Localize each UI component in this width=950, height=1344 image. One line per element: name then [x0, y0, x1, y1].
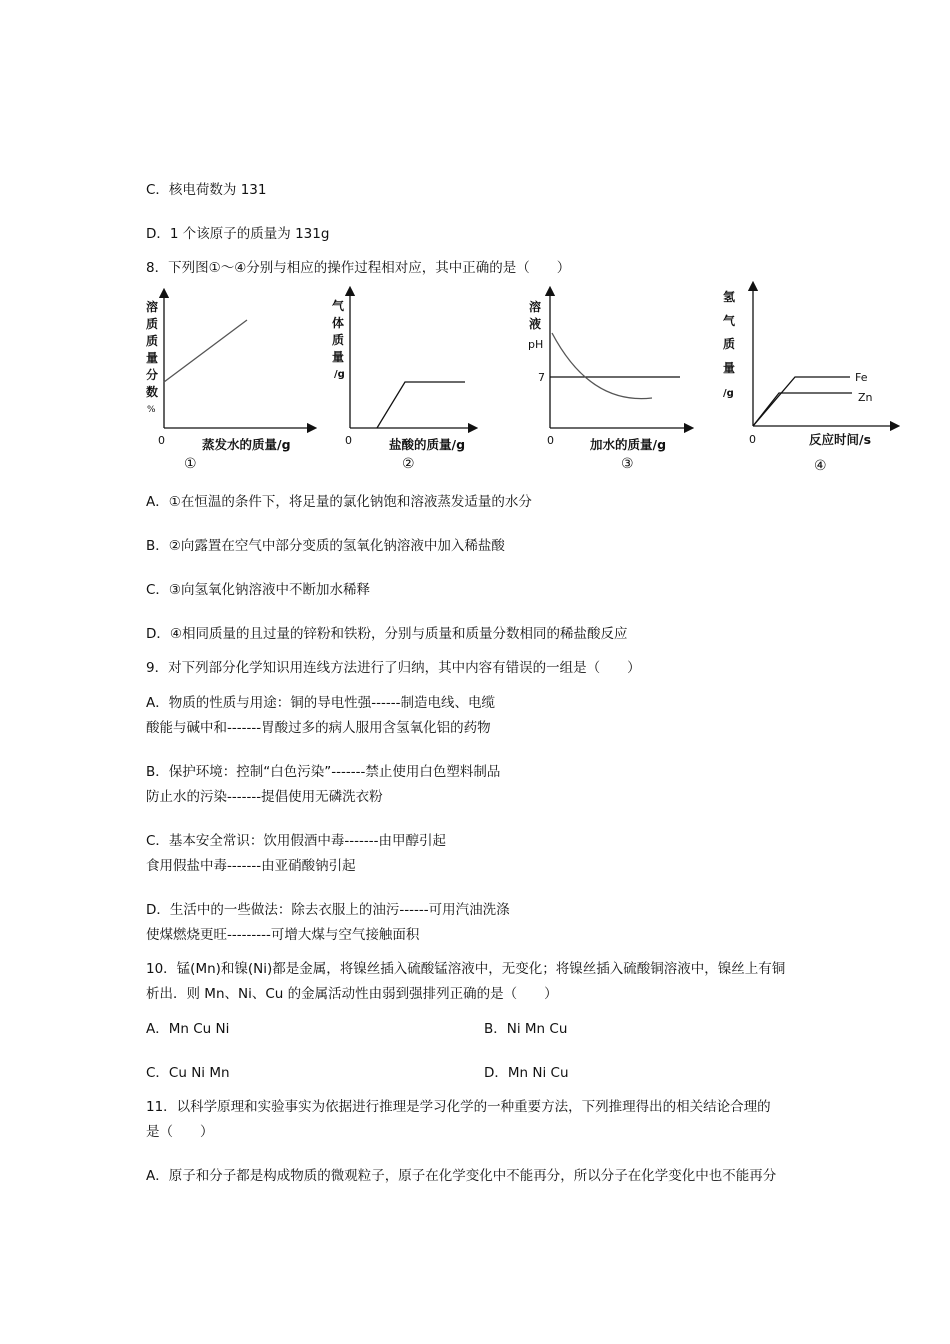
graph-3-origin: 0 [547, 434, 554, 447]
q10-option-d: D．Mn Ni Cu [484, 1065, 569, 1081]
q9-option-a-line2: 酸能与碱中和-------胃酸过多的病人服用含氢氧化铝的药物 [146, 720, 491, 736]
graph-4-label-fe: Fe [855, 371, 868, 384]
graph-3-curve [552, 333, 652, 399]
q9-option-d-line1: D．生活中的一些做法：除去衣服上的油污------可用汽油洗涤 [146, 902, 510, 918]
graph-2-ylabel-4: 量 [332, 350, 345, 364]
graph-1-line [164, 320, 247, 382]
graph-2-ylabel-3: 质 [332, 333, 345, 347]
q10-stem-line2: 析出．则 Mn、Ni、Cu 的金属活动性由弱到强排列正确的是（ ） [146, 986, 558, 1002]
graph-2-number: ② [402, 456, 415, 472]
graph-2-xlabel: 盐酸的质量/g [389, 437, 466, 452]
q8-option-a: A．①在恒温的条件下，将足量的氯化钠饱和溶液蒸发适量的水分 [146, 494, 532, 510]
graph-4-origin: 0 [749, 433, 756, 446]
q10-option-b: B．Ni Mn Cu [484, 1021, 568, 1037]
graph-4-hydrogen-mass [715, 280, 900, 475]
q8-option-c: C．③向氢氧化钠溶液中不断加水稀释 [146, 582, 371, 598]
graph-4-ylabel-4: 量 [723, 361, 736, 375]
graph-4-ylabel-3: 质 [723, 337, 736, 351]
graph-4-line-fe [753, 377, 850, 426]
q9-option-a-line1: A．物质的性质与用途：铜的导电性强------制造电线、电缆 [146, 695, 495, 711]
q9-option-c-line2: 食用假盐中毒-------由亚硝酸钠引起 [146, 858, 356, 874]
graph-2-gas-mass [327, 285, 487, 475]
q9-option-b-line2: 防止水的污染-------提倡使用无磷洗衣粉 [146, 789, 383, 805]
graph-1-ylabel-6: 数 [146, 385, 159, 399]
graph-1-ylabel-4: 量 [146, 351, 159, 365]
graph-2-ylabel-1: 气 [332, 299, 345, 313]
q9-option-d-line2: 使煤燃烧更旺---------可增大煤与空气接触面积 [146, 927, 420, 943]
graph-3-xlabel: 加水的质量/g [590, 437, 667, 452]
graph-2-origin: 0 [345, 434, 352, 447]
graph-1-ylabel-2: 质 [146, 317, 159, 331]
graph-4-number: ④ [814, 458, 827, 474]
q8-option-b: B．②向露置在空气中部分变质的氢氧化钠溶液中加入稀盐酸 [146, 538, 505, 554]
graph-3-tick-7: 7 [538, 371, 545, 384]
graph-1-solute-mass-fraction [140, 285, 320, 475]
graph-4-xlabel: 反应时间/s [809, 432, 872, 447]
q9-option-b-line1: B．保护环境：控制“白色污染”-------禁止使用白色塑料制品 [146, 764, 501, 780]
graph-1-origin: 0 [158, 434, 165, 447]
graph-1-ylabel-3: 质 [146, 334, 159, 348]
q7-option-c: C．核电荷数为 131 [146, 182, 267, 198]
graph-1-number: ① [184, 456, 197, 472]
graph-1-xlabel: 蒸发水的质量/g [202, 437, 291, 452]
graph-2-ylabel-2: 体 [332, 316, 345, 330]
graph-4-ylabel-2: 气 [723, 314, 736, 328]
graph-3-ylabel-2: 液 [529, 317, 542, 331]
q8-option-d: D．④相同质量的且过量的锌粉和铁粉，分别与质量和质量分数相同的稀盐酸反应 [146, 626, 628, 642]
q10-option-c: C．Cu Ni Mn [146, 1065, 230, 1081]
graph-1-ylabel-unit: % [147, 405, 156, 415]
graph-2-line [377, 382, 465, 428]
graph-1-ylabel-1: 溶 [146, 300, 159, 314]
graph-4-ylabel-1: 氢 [723, 290, 736, 304]
graph-3-solution-ph [525, 285, 700, 475]
graph-2-ylabel-unit: /g [334, 369, 345, 380]
q10-stem-line1: 10．锰(Mn)和镍(Ni)都是金属，将镍丝插入硫酸锰溶液中，无变化；将镍丝插入硫酸铜溶液中，镍丝上有铜 [146, 961, 786, 977]
graph-4-label-zn: Zn [858, 391, 873, 404]
q11-stem-line1: 11．以科学原理和实验事实为依据进行推理是学习化学的一种重要方法，下列推理得出的相关结论合理的 [146, 1099, 771, 1115]
q9-stem: 9．对下列部分化学知识用连线方法进行了归纳，其中内容有错误的一组是（ ） [146, 660, 641, 676]
q7-option-d: D．1 个该原子的质量为 131g [146, 226, 330, 242]
q8-stem: 8．下列图①～④分别与相应的操作过程相对应，其中正确的是（ ） [146, 260, 571, 276]
graph-1-ylabel-5: 分 [146, 368, 159, 382]
q11-stem-line2: 是（ ） [146, 1124, 214, 1140]
graph-3-number: ③ [621, 456, 634, 472]
q9-option-c-line1: C．基本安全常识：饮用假酒中毒-------由甲醇引起 [146, 833, 447, 849]
q10-option-a: A．Mn Cu Ni [146, 1021, 230, 1037]
q11-option-a: A．原子和分子都是构成物质的微观粒子，原子在化学变化中不能再分，所以分子在化学变化中也不能再分 [146, 1168, 777, 1184]
graph-4-ylabel-unit: /g [723, 388, 734, 399]
graph-3-ylabel-ph: pH [528, 338, 544, 351]
graph-3-ylabel-1: 溶 [529, 300, 542, 314]
